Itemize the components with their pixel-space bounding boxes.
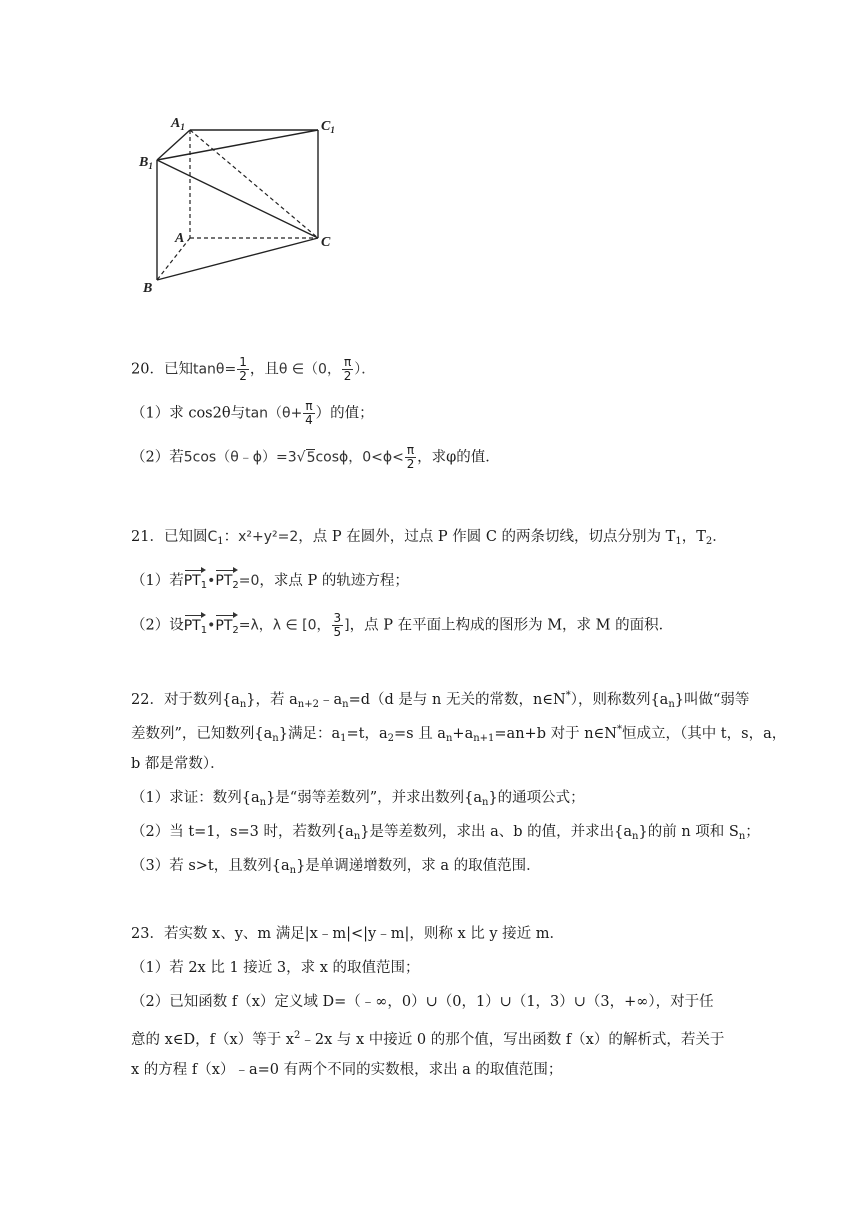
q23-part2-line2: 意的 x∈D，f（x）等于 $x^2﹣2x$ 与 x 中接近 0 的那个值，写出函数 f（x）的解析式，若关于	[131, 1030, 725, 1048]
q23-part1: （1）若 2x 比 1 接近 3，求 x 的取值范围；	[131, 960, 420, 976]
q20-part2: （2）若5cos（θ﹣ϕ）=3√5cosϕ，0<ϕ< $\frac{\pi}{2}$ ，求φ的值．	[131, 443, 500, 471]
prism-figure	[135, 108, 345, 308]
label-B1: $B_1$	[139, 155, 153, 171]
q22-line3: b 都是常数）．	[131, 756, 225, 772]
q22-part2: （2）当 t=1，s=3 时，若数列$\{a_n\}$是等差数列，求出 a、b 的值，并求出$\{a_n\}$的前 n 项和 $S_n$；	[131, 824, 760, 842]
q23-part2-line1: （2）已知函数 f（x）定义域 D=（﹣∞，0）∪（0，1）∪（1，3）∪（3，+∞），对于任	[131, 994, 714, 1010]
q22-line2: 差数列”，已知数列$\{a_n\}$满足：$a_1=t$，$a_2=s$ 且 $a_n+a_{n+1}=an+b$ 对于 n∈N*恒成立，（其中 t，s，a，	[131, 724, 787, 744]
q22-line1: 22．对于数列$\{a_n\}$，若 $a_{n+2}﹣a_n=d(d$ 是与 n 无关的常数，n∈N*），则称数列$\{a_n\}$叫做“弱等	[131, 690, 750, 710]
label-C: C	[321, 235, 331, 250]
q23-stem: 23．若实数 x、y、m 满足|x﹣m|<|y﹣m|，则称 x 比 y 接近 m．	[131, 926, 565, 942]
q22-part1: （1）求证：数列$\{a_n\}$是“弱等差数列”，并求出数列$\{a_n\}$的通项公式；	[131, 790, 585, 808]
q21-stem: 21．已知圆$C_1$：x²+y²=2，点 P 在圆外，过点 P 作圆 C 的两条切线，切点分别为 $T_1$，$T_2$．	[131, 529, 727, 547]
q22-part3: （3）若 s>t，且数列$\{a_n\}$是单调递增数列，求 a 的取值范围．	[131, 858, 541, 876]
label-A1: $A_1$	[171, 116, 185, 132]
q20-stem: 20．已知tanθ= $\frac{1}{2}$ ，且θ ∈（0， $\frac{\pi}{2}$ ）．	[131, 355, 376, 383]
q21-part2: （2）设$PT_1•PT_2=\lambda$，λ ∈ [0， $\frac{3}{5}$ ]，点 P 在平面上构成的图形为 M，求 M 的面积．	[131, 611, 674, 639]
q23-part2-line3: x 的方程 f（x）﹣a=0 有两个不同的实数根，求出 a 的取值范围；	[131, 1062, 563, 1078]
label-A: A	[175, 231, 185, 246]
label-C1: $C_1$	[321, 119, 335, 135]
label-B: B	[143, 281, 153, 296]
q20-part1: （1）求 cos2θ与tan（θ+ $\frac{\pi}{4}$ ）的值；	[131, 399, 374, 427]
q21-part1: （1）若$PT_1•PT_2=0$，求点 P 的轨迹方程；	[131, 568, 409, 596]
